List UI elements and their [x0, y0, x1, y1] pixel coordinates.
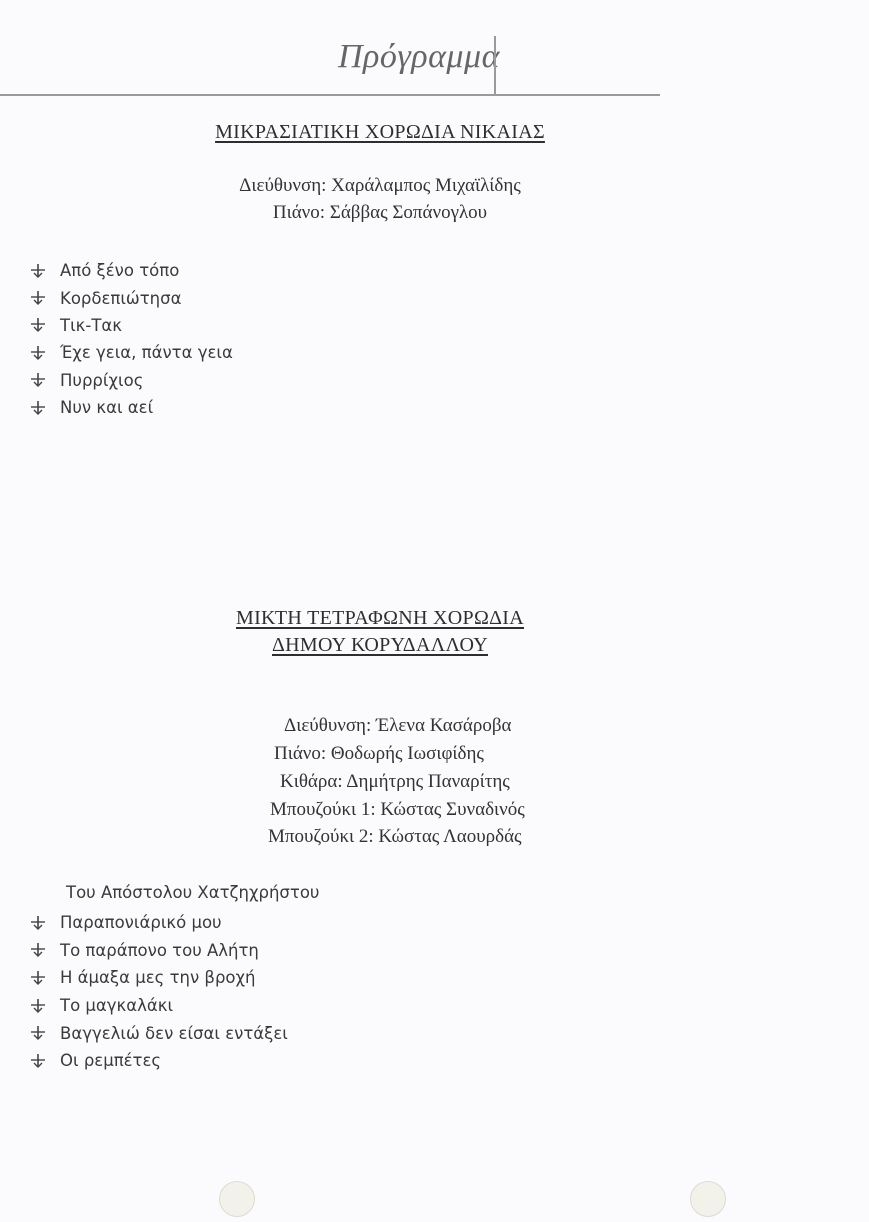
choir-title-2-line2: ΔΗΜΟΥ ΚΟΡΥΔΑΛΛΟΥ — [272, 634, 488, 656]
song-title: Νυν και αεί — [60, 398, 154, 418]
down-arrow-bullet-icon — [30, 264, 46, 278]
song-title: Το μαγκαλάκι — [60, 996, 174, 1016]
list-item — [30, 394, 233, 421]
list-item — [30, 909, 288, 937]
song-title: Έχε γεια, πάντα γεια — [60, 343, 233, 363]
header-rule — [0, 94, 660, 96]
down-arrow-bullet-icon — [30, 1054, 46, 1068]
down-arrow-bullet-icon — [30, 1026, 46, 1040]
list-item — [30, 367, 233, 394]
list-item — [30, 339, 233, 366]
list-item — [30, 964, 288, 992]
song-title: Πυρρίχιος — [60, 370, 144, 390]
song-list-2 — [30, 909, 288, 1075]
song-title: Βαγγελιώ δεν είσαι εντάξει — [60, 1023, 288, 1043]
song-title: Οι ρεμπέτες — [60, 1051, 162, 1071]
list-item — [30, 1019, 288, 1047]
song-title: Τικ-Τακ — [60, 315, 123, 335]
down-arrow-bullet-icon — [30, 318, 46, 332]
list-item — [30, 257, 233, 284]
song-title: Από ξένο τόπο — [60, 261, 180, 281]
credit-piano: Πιάνο: Σάββας Σοπάνογλου — [272, 202, 488, 223]
list-item — [30, 1047, 288, 1075]
choir-title-2-line1: ΜΙΚΤΗ ΤΕΤΡΑΦΩΝΗ ΧΟΡΩΔΙΑ — [236, 607, 524, 629]
down-arrow-bullet-icon — [30, 971, 46, 985]
down-arrow-bullet-icon — [30, 401, 46, 415]
song-title: Κορδεπιώτησα — [60, 288, 182, 308]
choir-title-1: ΜΙΚΡΑΣΙΑΤΙΚΗ ΧΟΡΩΔΙΑ ΝΙΚΑΙΑΣ — [215, 121, 545, 143]
down-arrow-bullet-icon — [30, 999, 46, 1013]
song-title: Το παράπονο του Αλήτη — [60, 940, 259, 960]
credit-piano: Πιάνο: Θοδωρής Ιωσιφίδης — [274, 743, 484, 764]
down-arrow-bullet-icon — [30, 291, 46, 305]
down-arrow-bullet-icon — [30, 346, 46, 360]
credit-bouzouki-1: Μπουζούκι 1: Κώστας Συναδινός — [270, 799, 525, 820]
composer-heading: Του Απόστολου Χατζηχρήστου — [66, 883, 320, 902]
down-arrow-bullet-icon — [30, 373, 46, 387]
down-arrow-bullet-icon — [30, 943, 46, 957]
credit-direction: Διεύθυνση: Χαράλαμπος Μιχαϊλίδης — [239, 175, 521, 196]
credit-bouzouki-2: Μπουζούκι 2: Κώστας Λαουρδάς — [268, 826, 522, 847]
list-item — [30, 312, 233, 339]
list-item — [30, 937, 288, 965]
list-item — [30, 284, 233, 311]
punch-hole-right — [690, 1181, 726, 1217]
page-title: Πρόγραμμα — [338, 38, 500, 75]
punch-hole-left — [219, 1181, 255, 1217]
song-title: Παραπονιάρικό μου — [60, 913, 222, 933]
song-list-1 — [30, 257, 233, 421]
down-arrow-bullet-icon — [30, 916, 46, 930]
credit-direction: Διεύθυνση: Έλενα Κασάροβα — [284, 715, 512, 736]
header-vertical-rule — [494, 36, 496, 94]
list-item — [30, 992, 288, 1020]
song-title: Η άμαξα μες την βροχή — [60, 968, 256, 988]
credit-guitar: Κιθάρα: Δημήτρης Παναρίτης — [280, 771, 510, 792]
